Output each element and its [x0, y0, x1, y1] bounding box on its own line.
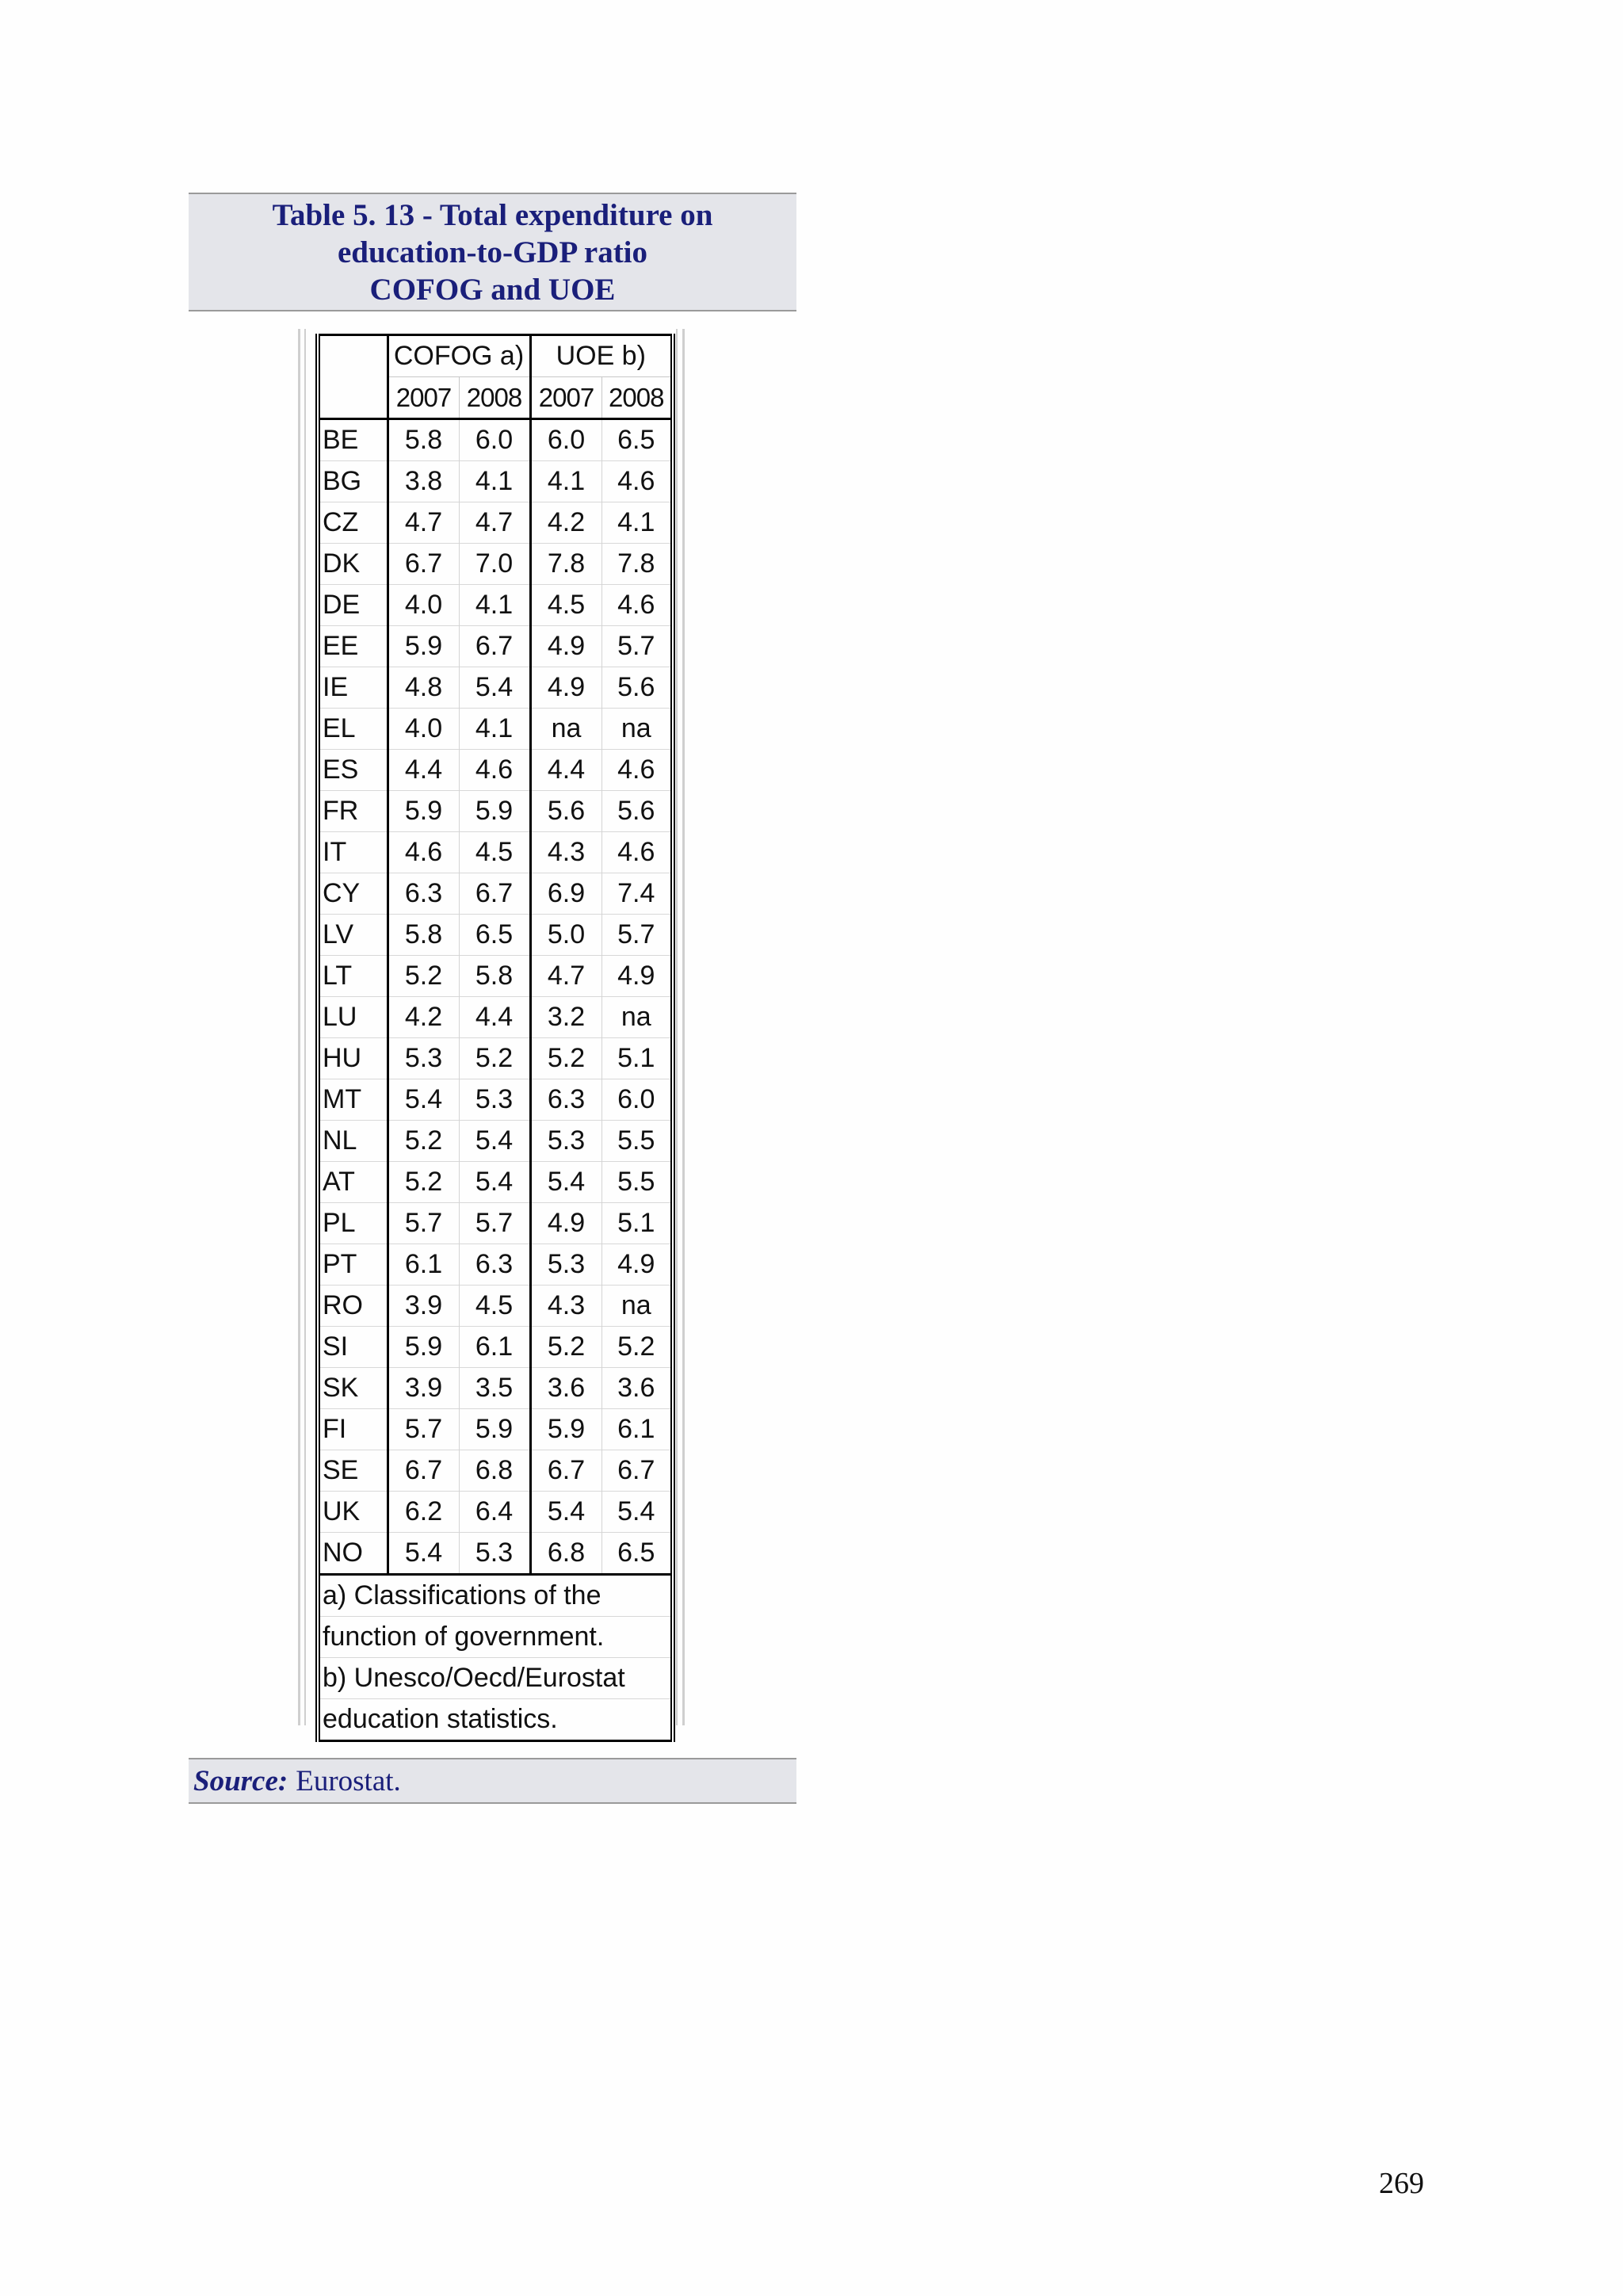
value-cell: 6.5	[601, 1533, 673, 1575]
value-cell: 6.1	[601, 1409, 673, 1450]
value-cell: 5.6	[530, 791, 601, 832]
value-cell: 5.8	[388, 915, 459, 956]
header-year-cell: 2007	[388, 377, 459, 419]
header-year-cell: 2007	[530, 377, 601, 419]
header-year-cell: 2008	[459, 377, 530, 419]
value-cell: 5.5	[601, 1121, 673, 1162]
value-cell: 4.5	[459, 1286, 530, 1327]
value-cell: 6.3	[530, 1079, 601, 1121]
value-cell: 5.4	[459, 1162, 530, 1203]
header-uoe: UOE b)	[530, 335, 673, 377]
value-cell: 6.7	[388, 544, 459, 585]
value-cell: 5.6	[601, 667, 673, 709]
table-row	[318, 832, 673, 873]
value-cell: 5.2	[530, 1327, 601, 1368]
header-year-cell: 2008	[609, 383, 664, 412]
footnote-text: function of government.	[318, 1617, 673, 1658]
value-cell: 5.2	[388, 956, 459, 997]
table-row	[318, 997, 673, 1038]
header-row-years	[318, 377, 673, 419]
table-row	[318, 1079, 673, 1121]
value-cell: 4.8	[388, 667, 459, 709]
value-cell: 7.8	[530, 544, 601, 585]
table-row	[318, 1409, 673, 1450]
value-cell: 5.3	[530, 1244, 601, 1286]
country-code-cell: IT	[318, 832, 388, 873]
value-cell: 4.7	[459, 502, 530, 544]
footnote-row	[318, 1575, 673, 1617]
table-row	[318, 750, 673, 791]
table-row	[318, 1203, 673, 1244]
table-row	[318, 502, 673, 544]
value-cell: 6.1	[388, 1244, 459, 1286]
value-cell: 6.5	[459, 915, 530, 956]
country-code-cell: UK	[318, 1492, 388, 1533]
table-title-line-2: education-to-GDP ratio	[337, 235, 648, 269]
table-row	[318, 585, 673, 626]
table-row	[318, 1327, 673, 1368]
value-cell: 3.2	[530, 997, 601, 1038]
value-cell: 5.4	[530, 1492, 601, 1533]
value-cell: 6.0	[459, 419, 530, 461]
value-cell: 6.7	[459, 873, 530, 915]
expenditure-table-body	[318, 335, 673, 1741]
table-row	[318, 626, 673, 667]
value-cell: 5.3	[388, 1038, 459, 1079]
table-row	[318, 956, 673, 997]
value-cell: 4.1	[459, 461, 530, 502]
value-cell: 5.1	[601, 1203, 673, 1244]
value-cell: 4.0	[388, 585, 459, 626]
value-cell: 4.6	[459, 750, 530, 791]
header-empty-cell	[318, 377, 388, 419]
table-row	[318, 1244, 673, 1286]
value-cell: 6.7	[459, 626, 530, 667]
value-cell: 5.6	[601, 791, 673, 832]
value-cell: 6.8	[530, 1533, 601, 1575]
value-cell: 4.5	[459, 832, 530, 873]
table-row	[318, 1492, 673, 1533]
country-code-cell: EL	[318, 709, 388, 750]
value-cell: 3.6	[601, 1368, 673, 1409]
value-cell: 3.5	[459, 1368, 530, 1409]
value-cell: 4.4	[530, 750, 601, 791]
value-cell: 6.2	[388, 1492, 459, 1533]
value-cell: 5.9	[459, 791, 530, 832]
value-cell: 6.3	[388, 873, 459, 915]
country-code-cell: LU	[318, 997, 388, 1038]
value-cell: 4.0	[388, 709, 459, 750]
country-code-cell: BE	[318, 419, 388, 461]
country-code-cell: FI	[318, 1409, 388, 1450]
value-cell: 6.9	[530, 873, 601, 915]
value-cell: 7.4	[601, 873, 673, 915]
country-code-cell: RO	[318, 1286, 388, 1327]
country-code-cell: PL	[318, 1203, 388, 1244]
value-cell: 5.2	[459, 1038, 530, 1079]
value-cell: 5.4	[388, 1533, 459, 1575]
value-cell: 6.0	[601, 1079, 673, 1121]
source-box	[189, 1758, 796, 1804]
country-code-cell: CY	[318, 873, 388, 915]
footnote-row	[318, 1617, 673, 1658]
value-cell: 3.9	[388, 1368, 459, 1409]
value-cell: 6.3	[459, 1244, 530, 1286]
value-cell: na	[601, 997, 673, 1038]
table-row	[318, 461, 673, 502]
value-cell: 4.4	[388, 750, 459, 791]
value-cell: 6.8	[459, 1450, 530, 1492]
country-code-cell: LT	[318, 956, 388, 997]
table-row	[318, 1533, 673, 1575]
value-cell: 6.7	[530, 1450, 601, 1492]
value-cell: 4.6	[601, 461, 673, 502]
value-cell: 4.9	[530, 1203, 601, 1244]
expenditure-table	[315, 334, 675, 1742]
country-code-cell: SE	[318, 1450, 388, 1492]
table-row	[318, 791, 673, 832]
table-row	[318, 1450, 673, 1492]
value-cell: 5.9	[388, 626, 459, 667]
header-row-groups	[318, 335, 673, 377]
value-cell: 5.7	[388, 1409, 459, 1450]
value-cell: 5.2	[388, 1121, 459, 1162]
source-label: Source:	[193, 1764, 288, 1797]
value-cell: 4.2	[388, 997, 459, 1038]
value-cell: 5.7	[388, 1203, 459, 1244]
value-cell: 3.9	[388, 1286, 459, 1327]
frame-rule-right	[682, 329, 685, 1725]
value-cell: 5.7	[601, 626, 673, 667]
value-cell: 4.3	[530, 832, 601, 873]
value-cell: na	[530, 709, 601, 750]
table-row	[318, 915, 673, 956]
value-cell: 5.9	[459, 1409, 530, 1450]
country-code-cell: DK	[318, 544, 388, 585]
value-cell: 5.4	[459, 667, 530, 709]
table-row	[318, 544, 673, 585]
country-code-cell: CZ	[318, 502, 388, 544]
country-code-cell: NO	[318, 1533, 388, 1575]
frame-rule-left-inner	[304, 329, 306, 1725]
value-cell: 4.2	[530, 502, 601, 544]
country-code-cell: AT	[318, 1162, 388, 1203]
value-cell: 5.3	[459, 1079, 530, 1121]
value-cell: 4.4	[459, 997, 530, 1038]
value-cell: 4.9	[530, 626, 601, 667]
value-cell: 5.0	[530, 915, 601, 956]
value-cell: na	[601, 709, 673, 750]
footnote-text: b) Unesco/Oecd/Eurostat	[318, 1658, 673, 1699]
country-code-cell: PT	[318, 1244, 388, 1286]
country-code-cell: EE	[318, 626, 388, 667]
table-frame	[298, 327, 686, 1734]
table-row	[318, 1121, 673, 1162]
value-cell: 3.6	[530, 1368, 601, 1409]
value-cell: 5.9	[388, 791, 459, 832]
value-cell: 5.2	[601, 1327, 673, 1368]
value-cell: 6.4	[459, 1492, 530, 1533]
value-cell: 7.0	[459, 544, 530, 585]
value-cell: 5.2	[388, 1162, 459, 1203]
value-cell: 4.6	[388, 832, 459, 873]
value-cell: 6.7	[388, 1450, 459, 1492]
value-cell: 5.9	[530, 1409, 601, 1450]
value-cell: 6.1	[459, 1327, 530, 1368]
value-cell: 5.4	[601, 1492, 673, 1533]
country-code-cell: SK	[318, 1368, 388, 1409]
footnote-text: a) Classifications of the	[323, 1580, 601, 1610]
value-cell: 4.1	[601, 502, 673, 544]
value-cell: 5.2	[530, 1038, 601, 1079]
country-code-cell: LV	[318, 915, 388, 956]
table-row	[318, 1038, 673, 1079]
value-cell: 4.1	[459, 585, 530, 626]
table-row	[318, 873, 673, 915]
value-cell: 5.7	[459, 1203, 530, 1244]
country-code-cell: BG	[318, 461, 388, 502]
value-cell: 5.1	[601, 1038, 673, 1079]
value-cell: na	[601, 1286, 673, 1327]
table-title-line-3: COFOG and UOE	[369, 272, 616, 307]
value-cell: 5.9	[388, 1327, 459, 1368]
value-cell: 5.5	[601, 1162, 673, 1203]
country-code-cell: MT	[318, 1079, 388, 1121]
value-cell: 4.6	[601, 585, 673, 626]
value-cell: 6.7	[601, 1450, 673, 1492]
value-cell: 4.9	[530, 667, 601, 709]
value-cell: 4.9	[601, 956, 673, 997]
value-cell: 4.6	[601, 750, 673, 791]
value-cell: 4.7	[388, 502, 459, 544]
country-code-cell: FR	[318, 791, 388, 832]
table-row	[318, 1368, 673, 1409]
value-cell: 4.1	[459, 709, 530, 750]
country-code-cell: ES	[318, 750, 388, 791]
table-row	[318, 1286, 673, 1327]
source-value: Eurostat.	[296, 1764, 401, 1797]
value-cell: 5.4	[459, 1121, 530, 1162]
page-number: 269	[1379, 2167, 1424, 2200]
value-cell: 6.0	[530, 419, 601, 461]
country-code-cell: NL	[318, 1121, 388, 1162]
value-cell: 4.5	[530, 585, 601, 626]
country-code-cell: HU	[318, 1038, 388, 1079]
table-row	[318, 419, 673, 461]
value-cell: 4.7	[530, 956, 601, 997]
value-cell: 6.5	[601, 419, 673, 461]
value-cell: 5.3	[530, 1121, 601, 1162]
country-code-cell: IE	[318, 667, 388, 709]
header-cofog: COFOG a)	[388, 335, 530, 377]
country-code-cell: SI	[318, 1327, 388, 1368]
table-row	[318, 667, 673, 709]
frame-rule-left	[298, 329, 300, 1725]
value-cell: 4.6	[601, 832, 673, 873]
frame-rule-right-inner	[676, 329, 678, 1725]
table-row	[318, 1162, 673, 1203]
footnote-row	[318, 1658, 673, 1699]
value-cell: 7.8	[601, 544, 673, 585]
value-cell: 5.8	[388, 419, 459, 461]
value-cell: 3.8	[388, 461, 459, 502]
value-cell: 4.3	[530, 1286, 601, 1327]
value-cell: 4.9	[601, 1244, 673, 1286]
footnote-text: education statistics.	[318, 1699, 673, 1741]
table-row	[318, 709, 673, 750]
value-cell: 5.4	[388, 1079, 459, 1121]
value-cell: 4.1	[530, 461, 601, 502]
header-empty-cell	[318, 335, 388, 377]
value-cell: 5.8	[459, 956, 530, 997]
value-cell: 5.3	[459, 1533, 530, 1575]
country-code-cell: DE	[318, 585, 388, 626]
value-cell: 5.4	[530, 1162, 601, 1203]
table-title-box	[189, 193, 796, 311]
table-title-line-1: Table 5. 13 - Total expenditure on	[272, 197, 713, 232]
footnote-row	[318, 1699, 673, 1741]
value-cell: 5.7	[601, 915, 673, 956]
